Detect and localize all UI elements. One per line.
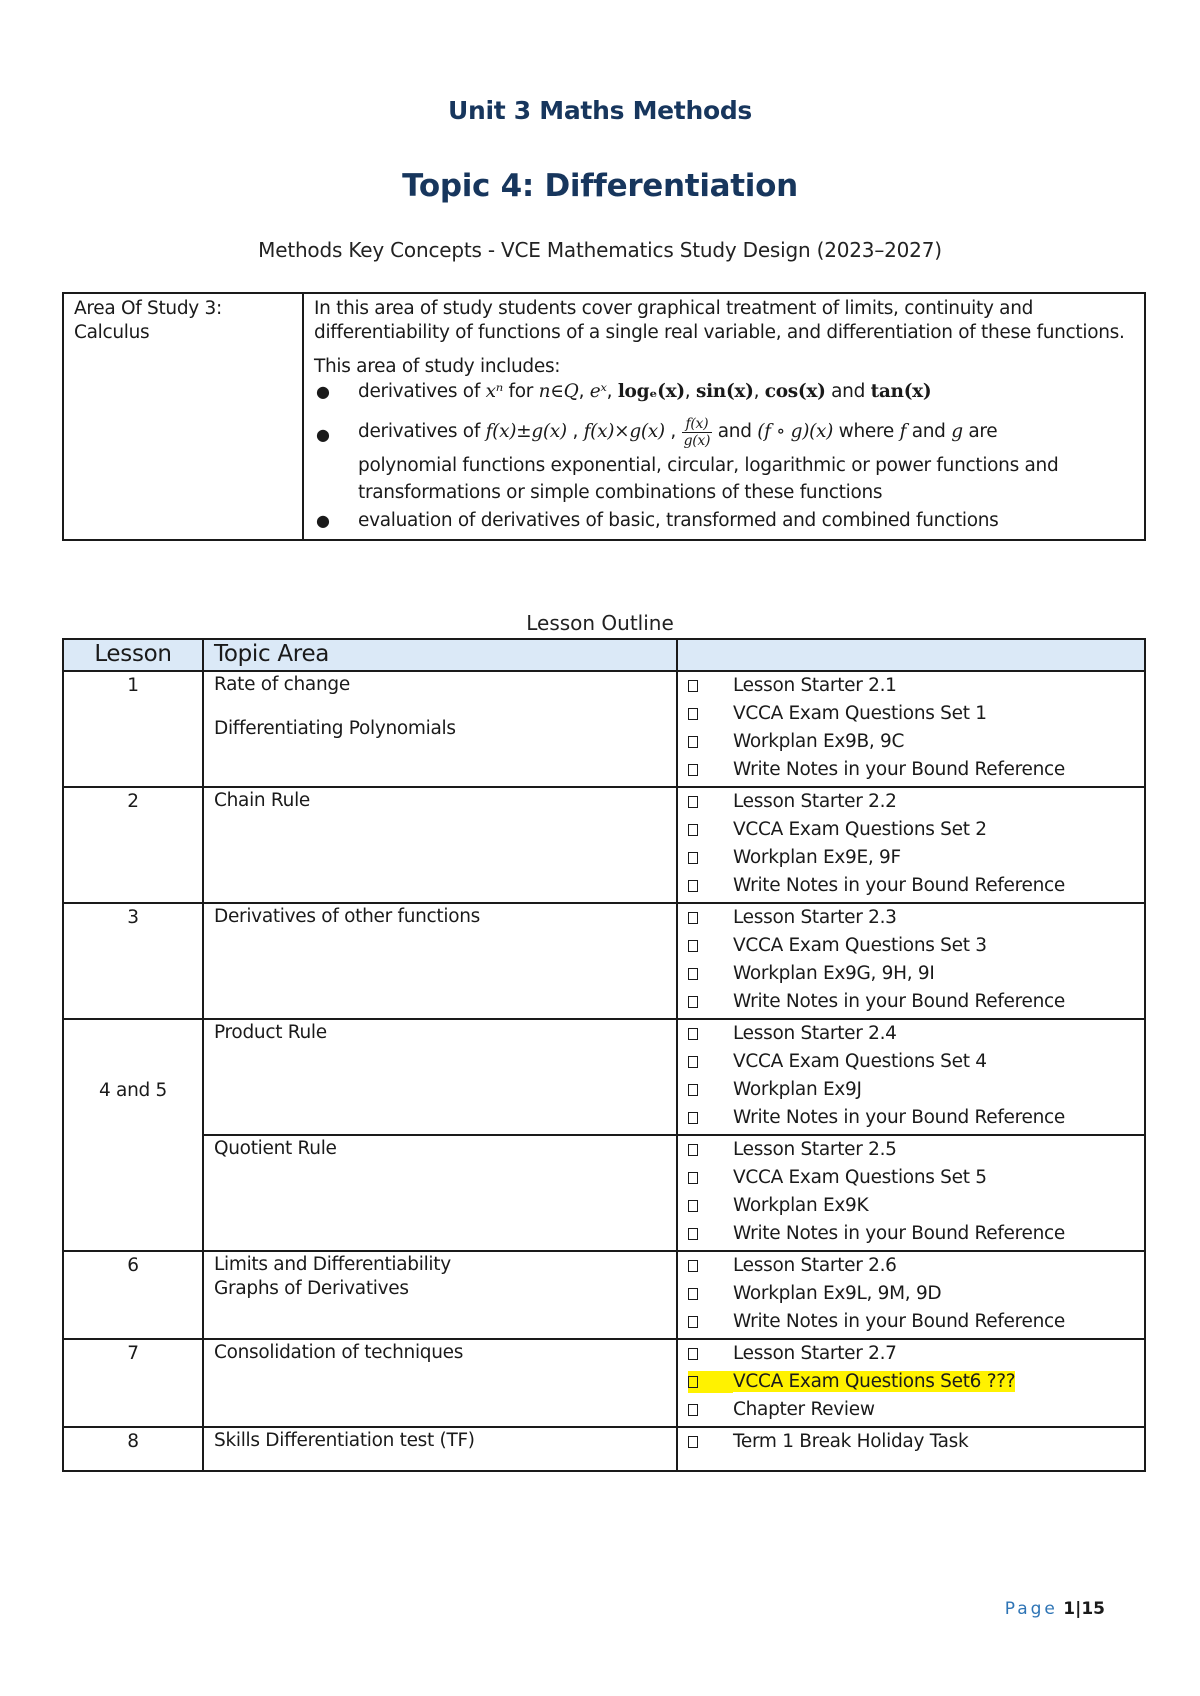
text: , [578, 381, 590, 402]
fraction-denominator: g(x) [683, 432, 711, 449]
bullet-derivatives-combined [314, 412, 1134, 506]
lesson-topic-area [203, 1427, 677, 1471]
task-label: VCCA Exam Questions Set 5 [733, 1167, 987, 1188]
task-item [688, 816, 1134, 844]
topic-line: Rate of change [214, 674, 350, 695]
task-label: Lesson Starter 2.2 [733, 791, 897, 812]
task-label: Chapter Review [733, 1399, 875, 1420]
checkbox-icon[interactable] [688, 1200, 698, 1212]
checkbox-icon[interactable] [688, 680, 698, 692]
bullet-icon: ● [316, 511, 330, 530]
task-item [688, 1428, 1134, 1456]
checkbox-icon[interactable] [688, 1376, 698, 1388]
text: and [825, 381, 871, 402]
header-topic-area: Topic Area [203, 639, 677, 671]
task-label: Write Notes in your Bound Reference [733, 1311, 1066, 1332]
topic-title: Topic 4: Differentiation [402, 168, 798, 204]
task-item [688, 988, 1134, 1016]
text: , [606, 381, 618, 402]
task-label: Lesson Starter 2.6 [733, 1255, 897, 1276]
math-xn: xⁿ [485, 381, 503, 402]
checkbox-icon[interactable] [688, 912, 698, 924]
lesson-tasks [677, 1339, 1145, 1427]
task-label: Lesson Starter 2.4 [733, 1023, 897, 1044]
text: derivatives of [358, 421, 486, 442]
checkbox-icon[interactable] [688, 1028, 698, 1040]
task-item [688, 700, 1134, 728]
task-item [688, 672, 1134, 700]
page-label: Page [1004, 1599, 1058, 1619]
checkbox-icon[interactable] [688, 852, 698, 864]
math-sin: sin(x) [695, 381, 754, 402]
checkbox-icon[interactable] [688, 1144, 698, 1156]
area-of-study-includes: This area of study includes: [314, 356, 561, 377]
text: , [753, 381, 765, 402]
lesson-number: 3 [63, 903, 203, 1019]
text: where [833, 421, 900, 442]
task-label: Write Notes in your Bound Reference [733, 875, 1066, 896]
lesson-topic-area [203, 671, 677, 787]
task-item [688, 872, 1134, 900]
table-row [63, 1251, 1145, 1339]
checkbox-icon[interactable] [688, 764, 698, 776]
topic-line: Chain Rule [214, 790, 310, 811]
topic-line: Graphs of Derivatives [214, 1278, 409, 1299]
text: for [502, 381, 539, 402]
lesson-tasks [677, 787, 1145, 903]
task-item [688, 1048, 1134, 1076]
bullet-evaluation [314, 508, 1134, 533]
math-product: f(x)×g(x) [583, 421, 665, 442]
math-ex: eˣ [589, 381, 607, 402]
math-composition: (f ∘ g)(x) [757, 421, 834, 442]
lesson-outline-title: Lesson Outline [526, 611, 674, 635]
checkbox-icon[interactable] [688, 824, 698, 836]
task-item [688, 1164, 1134, 1192]
bullet-continuation: polynomial functions exponential, circular, logarithmic or power functions and transformations or simple combinations of these functions [358, 455, 1059, 503]
bullet-icon: ● [316, 425, 330, 444]
checkbox-icon[interactable] [688, 1056, 698, 1068]
task-label: Write Notes in your Bound Reference [733, 1107, 1066, 1128]
area-of-study-label-line1: Area Of Study 3: [74, 298, 222, 319]
task-item [688, 1368, 1134, 1396]
math-sum: f(x)±g(x) [485, 421, 567, 442]
text: and [712, 421, 758, 442]
checkbox-icon[interactable] [688, 880, 698, 892]
task-label: Workplan Ex9J [733, 1079, 862, 1100]
topic-line: Consolidation of techniques [214, 1342, 464, 1363]
lesson-number: 4 and 5 [63, 1019, 203, 1251]
math-tan: tan(x) [870, 381, 932, 402]
topic-line: Derivatives of other functions [214, 906, 480, 927]
header-lesson: Lesson [63, 639, 203, 671]
task-label: Workplan Ex9B, 9C [733, 731, 905, 752]
checkbox-icon[interactable] [688, 708, 698, 720]
lesson-outline-table [62, 638, 1146, 1472]
checkbox-icon[interactable] [688, 1348, 698, 1360]
checkbox-icon[interactable] [688, 940, 698, 952]
checkbox-icon[interactable] [688, 1436, 698, 1448]
text: , [664, 421, 682, 442]
lesson-tasks [677, 1019, 1145, 1135]
area-of-study-description [303, 293, 1145, 540]
task-label: Lesson Starter 2.3 [733, 907, 897, 928]
area-of-study-list [314, 379, 1134, 533]
topic-line: Limits and Differentiability [214, 1254, 451, 1275]
math-fraction [682, 416, 713, 449]
task-item [688, 1104, 1134, 1132]
text: and [906, 421, 952, 442]
checkbox-icon[interactable] [688, 1404, 698, 1416]
checkbox-icon[interactable] [688, 1172, 698, 1184]
math-g: g [951, 421, 963, 442]
table-header-row [63, 639, 1145, 671]
table-row [63, 1339, 1145, 1427]
bullet-icon: ● [316, 382, 330, 401]
lesson-tasks [677, 1427, 1145, 1471]
table-row [63, 903, 1145, 1019]
checkbox-icon[interactable] [688, 1260, 698, 1272]
subtitle: Methods Key Concepts - VCE Mathematics Study Design (2023–2027) [258, 238, 942, 262]
fraction-numerator: f(x) [682, 416, 713, 433]
math-f: f [899, 421, 907, 442]
task-label: Write Notes in your Bound Reference [733, 1223, 1066, 1244]
lesson-number: 7 [63, 1339, 203, 1427]
task-item [688, 1340, 1134, 1368]
checkbox-icon[interactable] [688, 736, 698, 748]
task-item [688, 756, 1134, 784]
text: are [962, 421, 998, 442]
topic-line: Skills Differentiation test (TF) [214, 1430, 475, 1451]
lesson-number: 6 [63, 1251, 203, 1339]
table-row [63, 787, 1145, 903]
text: , [684, 381, 696, 402]
task-item [688, 844, 1134, 872]
task-label: Workplan Ex9L, 9M, 9D [733, 1283, 942, 1304]
page-footer [0, 1599, 1105, 1619]
task-label: VCCA Exam Questions Set 3 [733, 935, 987, 956]
task-label: Lesson Starter 2.7 [733, 1343, 897, 1364]
text: derivatives of [358, 381, 486, 402]
table-row [63, 1135, 1145, 1251]
lesson-topic-area [203, 903, 677, 1019]
header-tasks [677, 639, 1145, 671]
task-label: Lesson Starter 2.5 [733, 1139, 897, 1160]
task-label: Write Notes in your Bound Reference [733, 991, 1066, 1012]
task-item [688, 1136, 1134, 1164]
task-label: Workplan Ex9G, 9H, 9I [733, 963, 935, 984]
lesson-topic-area [203, 1135, 677, 1251]
checkbox-icon[interactable] [688, 1112, 698, 1124]
lesson-topic-area [203, 1251, 677, 1339]
task-item [688, 1396, 1134, 1424]
table-row [63, 1427, 1145, 1471]
text: , [566, 421, 584, 442]
area-of-study-label [63, 293, 303, 540]
task-label: VCCA Exam Questions Set6 ??? [733, 1371, 1016, 1392]
task-item [688, 728, 1134, 756]
lesson-number: 1 [63, 671, 203, 787]
checkbox-icon[interactable] [688, 1316, 698, 1328]
task-label: Write Notes in your Bound Reference [733, 759, 1066, 780]
task-item [688, 1252, 1134, 1280]
task-item [688, 1192, 1134, 1220]
checkbox-icon[interactable] [688, 968, 698, 980]
task-item [688, 1308, 1134, 1336]
bullet-derivatives-basic [314, 379, 1134, 404]
task-label: VCCA Exam Questions Set 2 [733, 819, 987, 840]
lesson-topic-area [203, 1019, 677, 1135]
unit-title: Unit 3 Maths Methods [447, 96, 753, 125]
lesson-topic-area [203, 1339, 677, 1427]
checkbox-icon[interactable] [688, 1228, 698, 1240]
math-nq: n∈Q [538, 381, 579, 402]
topic-line [214, 697, 666, 717]
task-label: Term 1 Break Holiday Task [733, 1431, 969, 1452]
page-numbers: 1|15 [1063, 1599, 1105, 1619]
table-row [63, 671, 1145, 787]
lesson-topic-area [203, 787, 677, 903]
lesson-tasks [677, 903, 1145, 1019]
task-label: Workplan Ex9K [733, 1195, 869, 1216]
task-item [688, 1076, 1134, 1104]
task-label: Workplan Ex9E, 9F [733, 847, 901, 868]
task-item [688, 960, 1134, 988]
lesson-tasks [677, 1135, 1145, 1251]
area-of-study-table [62, 292, 1146, 541]
checkbox-icon[interactable] [688, 796, 698, 808]
checkbox-icon[interactable] [688, 996, 698, 1008]
task-item [688, 788, 1134, 816]
task-label: VCCA Exam Questions Set 1 [733, 703, 987, 724]
task-label: VCCA Exam Questions Set 4 [733, 1051, 987, 1072]
math-cos: cos(x) [764, 381, 826, 402]
task-item [688, 904, 1134, 932]
lesson-tasks [677, 1251, 1145, 1339]
task-label: Lesson Starter 2.1 [733, 675, 897, 696]
text: evaluation of derivatives of basic, transformed and combined functions [358, 510, 999, 531]
topic-line: Quotient Rule [214, 1138, 337, 1159]
checkbox-icon[interactable] [688, 1288, 698, 1300]
checkbox-icon[interactable] [688, 1084, 698, 1096]
task-item [688, 932, 1134, 960]
task-item [688, 1020, 1134, 1048]
task-item [688, 1220, 1134, 1248]
lesson-number: 2 [63, 787, 203, 903]
table-row [63, 1019, 1145, 1135]
task-item [688, 1280, 1134, 1308]
area-of-study-intro: In this area of study students cover graphical treatment of limits, continuity and differentiability of functions of a single real variable, and differentiation of these functions. [314, 298, 1125, 343]
lesson-tasks [677, 671, 1145, 787]
math-log: logₑ(x) [617, 381, 685, 402]
area-of-study-label-line2: Calculus [74, 322, 150, 343]
topic-line: Product Rule [214, 1022, 327, 1043]
lesson-number: 8 [63, 1427, 203, 1471]
topic-line: Differentiating Polynomials [214, 718, 456, 739]
